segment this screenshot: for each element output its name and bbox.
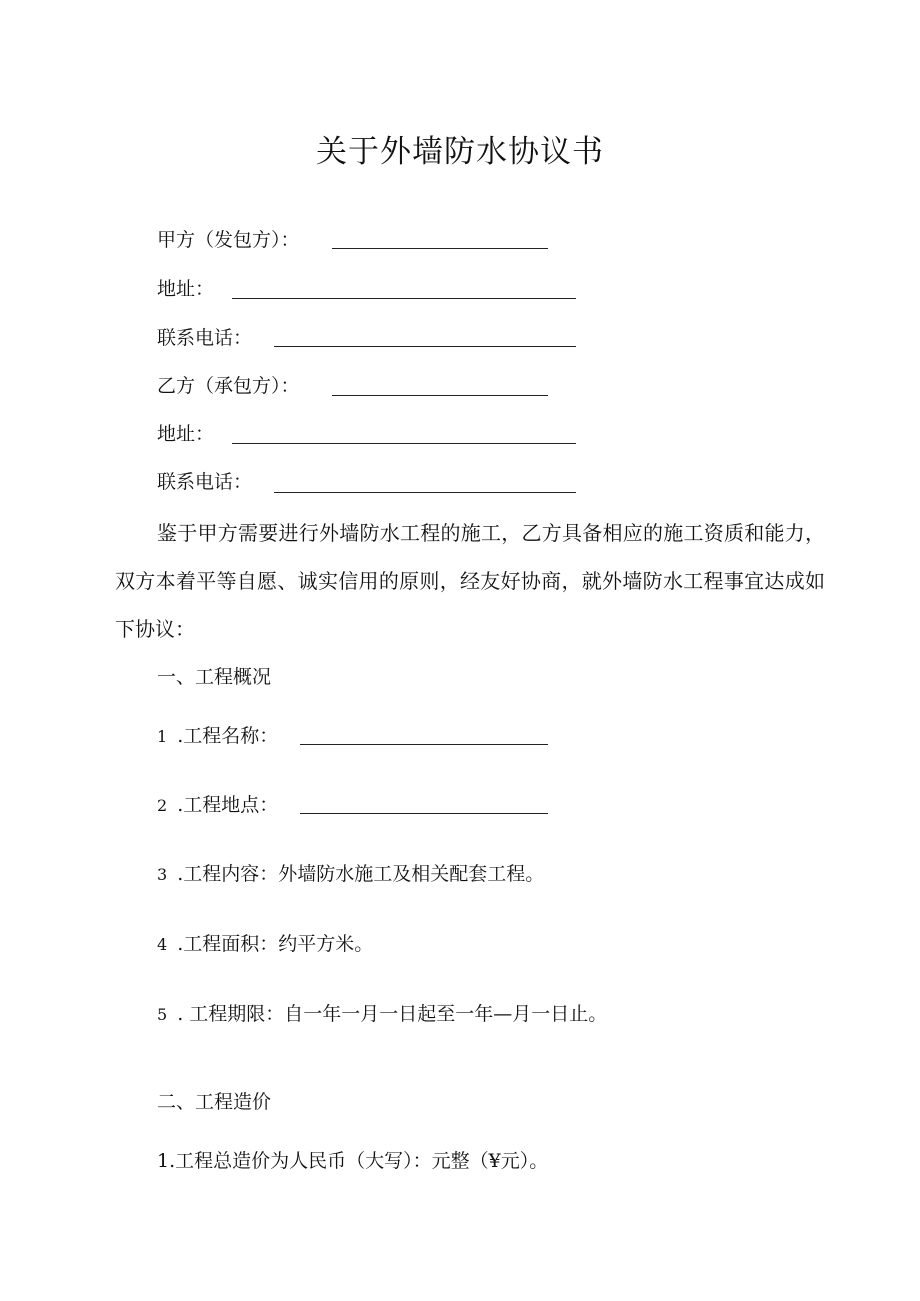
party-a-blank — [332, 248, 548, 249]
item-text: .工程面积：约平方米。 — [177, 933, 374, 955]
section1-item-1 — [157, 721, 278, 751]
item-text: .工程名称： — [177, 725, 279, 747]
item-number: 5 — [157, 1005, 168, 1024]
preamble-paragraph: 鉴于甲方需要进行外墙防水工程的施工，乙方具备相应的施工资质和能力，双方本着平等自愿、诚实信用的原则，经友好协商，就外墙防水工程事宜达成如下协议： — [115, 521, 825, 641]
project-location-blank — [300, 813, 548, 814]
section2-item-1: 1.工程总造价为人民币（大写）：元整（¥元）。 — [157, 1150, 549, 1172]
item-number: 4 — [157, 935, 168, 954]
section1-item-5 — [157, 999, 607, 1029]
item-text: .工程内容：外墙防水施工及相关配套工程。 — [177, 863, 545, 885]
party-b-phone-blank — [274, 492, 576, 493]
party-b-label: 乙方（承包方）： — [157, 375, 300, 397]
party-a-label: 甲方（发包方）： — [157, 229, 300, 251]
party-a-address-blank — [232, 298, 576, 299]
section1-heading: 一、工程概况 — [157, 666, 272, 688]
party-b-phone-label: 联系电话： — [157, 471, 253, 493]
party-a-address-label: 地址： — [157, 278, 215, 300]
party-b-address-label: 地址： — [157, 423, 215, 445]
section2-heading: 二、工程造价 — [157, 1091, 272, 1113]
item-number: 3 — [157, 865, 168, 884]
page-title: 关于外墙防水协议书 — [316, 134, 604, 170]
item-number: 2 — [157, 796, 168, 815]
item-text: .工程地点： — [177, 794, 279, 816]
item-text: . 工程期限：自一年一月一日起至一年—月一日止。 — [177, 1003, 608, 1025]
party-b-blank — [332, 395, 548, 396]
section1-item-2 — [157, 790, 278, 820]
section1-item-4 — [157, 929, 373, 959]
party-b-address-blank — [232, 443, 576, 444]
item-number: 1 — [157, 727, 168, 746]
project-name-blank — [300, 744, 548, 745]
party-a-phone-label: 联系电话： — [157, 327, 253, 349]
section1-item-3 — [157, 859, 544, 889]
party-a-phone-blank — [274, 346, 576, 347]
